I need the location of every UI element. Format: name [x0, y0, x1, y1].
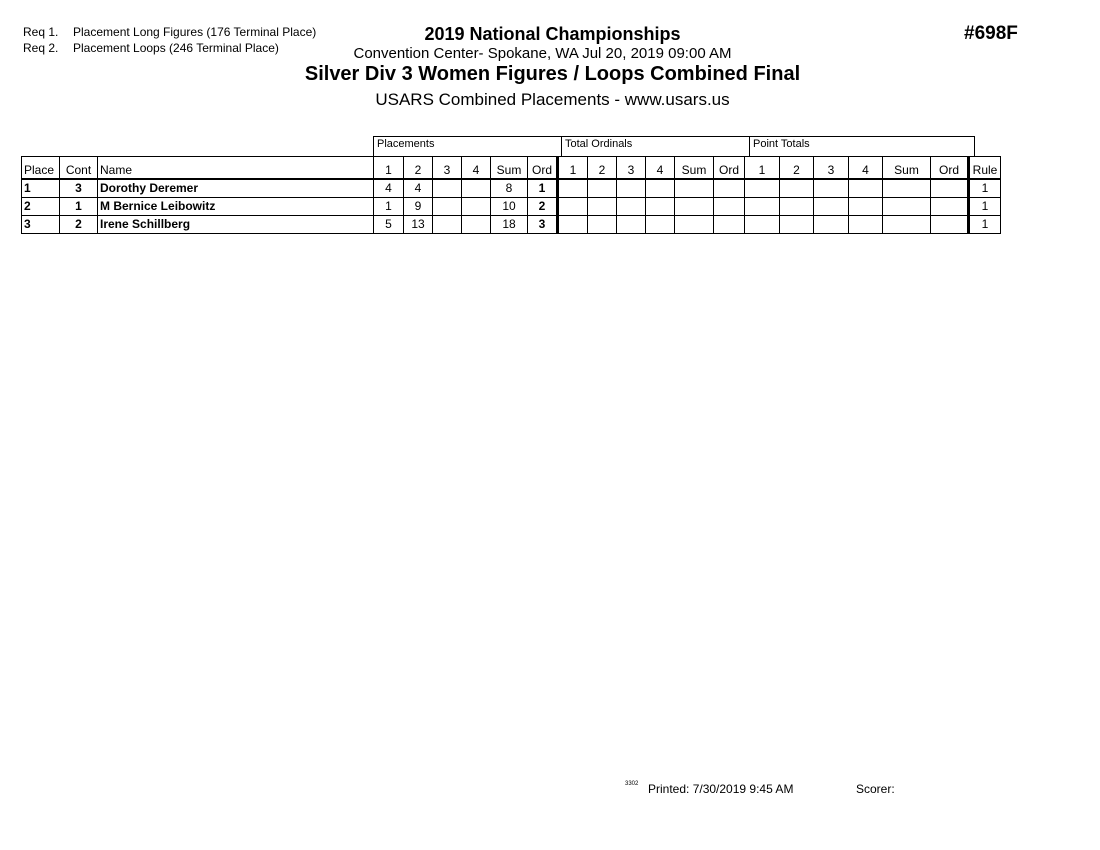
footer-code: 3302	[625, 781, 639, 787]
row-ordinal-3	[617, 215, 646, 233]
col-points-sum: Sum	[883, 157, 931, 179]
row-points-sum	[883, 215, 931, 233]
results-table	[21, 156, 1001, 234]
col-points-3: 3	[814, 157, 849, 179]
requirement-1-text: Placement Long Figures (176 Terminal Place)	[73, 25, 317, 39]
col-placements-sum: Sum	[491, 157, 528, 179]
col-ordinals-sum: Sum	[675, 157, 714, 179]
row-cont: 1	[60, 197, 98, 215]
subtitle: USARS Combined Placements - www.usars.us	[375, 90, 730, 109]
row-placement-4	[462, 197, 491, 215]
row-cont: 3	[60, 179, 98, 198]
row-ordinal-4	[646, 215, 675, 233]
row-points-3	[814, 215, 849, 233]
event-title: Silver Div 3 Women Figures / Loops Combined Final	[304, 63, 801, 85]
row-rule: 1	[969, 215, 1001, 233]
col-name: Name	[98, 157, 374, 179]
row-ordinal-ord	[714, 215, 745, 233]
row-points-4	[849, 179, 883, 198]
row-points-3	[814, 197, 849, 215]
requirement-2-number: Req 2.	[23, 41, 59, 55]
row-points-3	[814, 179, 849, 198]
col-placements-2: 2	[404, 157, 433, 179]
row-points-2	[780, 179, 814, 198]
row-ordinal-sum	[675, 197, 714, 215]
col-points-1: 1	[745, 157, 780, 179]
row-placement-ord: 2	[528, 197, 558, 215]
row-placement-2: 9	[404, 197, 433, 215]
row-placement-3	[433, 215, 462, 233]
row-placement-sum: 18	[491, 215, 528, 233]
row-ordinal-sum	[675, 215, 714, 233]
row-ordinal-1	[558, 179, 588, 198]
row-points-2	[780, 215, 814, 233]
row-ordinal-sum	[675, 179, 714, 198]
row-place: 3	[22, 215, 60, 233]
row-ordinal-4	[646, 179, 675, 198]
col-placements-ord: Ord	[528, 157, 558, 179]
row-placement-1: 1	[374, 197, 404, 215]
row-ordinal-4	[646, 197, 675, 215]
col-place: Place	[22, 157, 60, 179]
group-point-totals: Point Totals	[749, 136, 975, 156]
table-row	[22, 215, 1001, 233]
row-points-ord	[931, 197, 969, 215]
row-placement-ord: 1	[528, 179, 558, 198]
row-ordinal-1	[558, 215, 588, 233]
col-placements-4: 4	[462, 157, 491, 179]
row-name: Dorothy Deremer	[98, 179, 374, 198]
venue-date-line: Convention Center- Spokane, WA Jul 20, 2019 09:00 AM	[353, 45, 732, 62]
row-points-2	[780, 197, 814, 215]
row-placement-4	[462, 215, 491, 233]
col-points-2: 2	[780, 157, 814, 179]
col-ordinals-ord: Ord	[714, 157, 745, 179]
row-name: Irene Schillberg	[98, 215, 374, 233]
col-points-ord: Ord	[931, 157, 969, 179]
row-place: 1	[22, 179, 60, 198]
row-points-ord	[931, 179, 969, 198]
row-placement-ord: 3	[528, 215, 558, 233]
table-row	[22, 197, 1001, 215]
row-points-sum	[883, 197, 931, 215]
row-points-1	[745, 215, 780, 233]
col-placements-3: 3	[433, 157, 462, 179]
row-ordinal-2	[588, 215, 617, 233]
row-ordinal-1	[558, 197, 588, 215]
row-points-ord	[931, 215, 969, 233]
col-placements-1: 1	[374, 157, 404, 179]
row-points-1	[745, 179, 780, 198]
row-placement-sum: 8	[491, 179, 528, 198]
group-placements: Placements	[373, 136, 562, 156]
row-ordinal-ord	[714, 197, 745, 215]
row-ordinal-2	[588, 179, 617, 198]
event-number: #698F	[964, 23, 1018, 44]
group-total-ordinals: Total Ordinals	[561, 136, 750, 156]
row-placement-sum: 10	[491, 197, 528, 215]
col-ordinals-2: 2	[588, 157, 617, 179]
row-cont: 2	[60, 215, 98, 233]
row-rule: 1	[969, 179, 1001, 198]
row-placement-1: 5	[374, 215, 404, 233]
row-placement-2: 4	[404, 179, 433, 198]
requirement-1-number: Req 1.	[23, 25, 59, 39]
printed-timestamp: Printed: 7/30/2019 9:45 AM	[648, 782, 794, 796]
col-ordinals-4: 4	[646, 157, 675, 179]
row-points-1	[745, 197, 780, 215]
row-placement-4	[462, 179, 491, 198]
row-placement-3	[433, 179, 462, 198]
row-placement-2: 13	[404, 215, 433, 233]
championship-title: 2019 National Championships	[424, 24, 681, 44]
row-place: 2	[22, 197, 60, 215]
requirement-2-text: Placement Loops (246 Terminal Place)	[73, 41, 279, 55]
row-ordinal-ord	[714, 179, 745, 198]
row-name: M Bernice Leibowitz	[98, 197, 374, 215]
row-rule: 1	[969, 197, 1001, 215]
row-points-4	[849, 197, 883, 215]
row-placement-1: 4	[374, 179, 404, 198]
col-ordinals-3: 3	[617, 157, 646, 179]
col-rule: Rule	[969, 157, 1001, 179]
col-cont: Cont	[60, 157, 98, 179]
scorer-label: Scorer:	[856, 782, 895, 796]
row-points-4	[849, 215, 883, 233]
col-points-4: 4	[849, 157, 883, 179]
row-placement-3	[433, 197, 462, 215]
row-ordinal-3	[617, 197, 646, 215]
row-ordinal-2	[588, 197, 617, 215]
table-row	[22, 179, 1001, 198]
row-ordinal-3	[617, 179, 646, 198]
row-points-sum	[883, 179, 931, 198]
table-header-row	[22, 157, 1001, 179]
col-ordinals-1: 1	[558, 157, 588, 179]
